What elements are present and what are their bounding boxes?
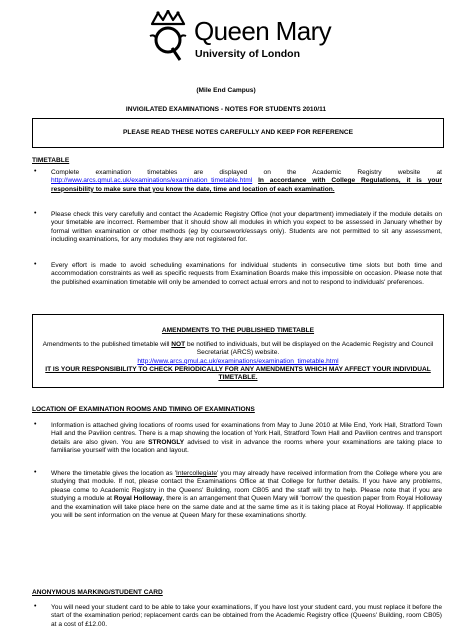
- paragraph-text: Please check this very carefully and contact the Academic Registry Office (not your department) immediately if the module details on your timetable are incorrect. Remember that it should show all modules in which you expect to be assessed in January whether by formal written examination or other methods (: [51, 211, 442, 235]
- notice-text: PLEASE READ THESE NOTES CAREFULLY AND KEEP FOR REFERENCE: [122, 129, 354, 136]
- amendments-box: [32, 314, 444, 388]
- location-bullet-2: [51, 470, 442, 520]
- logo-wordmark: Queen Mary: [194, 16, 332, 46]
- paragraph-text: Information is attached giving locations of rooms used for examinations from May to June 2010 at Mile End, York Hall, Stratford Town Hall and the Pavilion centres. There is a map showing the location of York Hall, Stratford Town Hall and Pavilion centres and transport details are also given. You are: [51, 422, 442, 446]
- paragraph-text: , there is an arrangement that Queen Mary will 'borrow' the question paper from Royal Holloway and the examination will take place here on the same date and at the same time as it is taking place at Royal Holloway. If applicable you will be sent information on the venue at Queen Mary for these examinations shortly.: [51, 495, 443, 520]
- paragraph-text: advised to visit in advance the rooms where your examinations are taking place to familiarise yourself with the location and layout.: [51, 438, 442, 455]
- timetable-link[interactable]: http://www.arcs.qmul.ac.uk/examinations/examination_timetable.html: [51, 177, 253, 185]
- bullet-marker: •: [34, 168, 37, 175]
- intercollegiate-text: Intercollegiate: [176, 470, 218, 477]
- document-title: INVIGILATED EXAMINATIONS - NOTES FOR STUDENTS 2010/11: [125, 106, 327, 113]
- amendments-link[interactable]: http://www.arcs.qmul.ac.uk/examinations/examination_timetable.html: [137, 357, 339, 365]
- crown-crest-icon: [148, 10, 188, 62]
- paragraph-italic: eg: [190, 227, 198, 235]
- location-heading: LOCATION OF EXAMINATION ROOMS AND TIMING OF EXAMINATIONS: [32, 406, 255, 413]
- bullet-marker: •: [34, 210, 37, 217]
- amendments-text: [39, 341, 437, 382]
- timetable-bullet-3: Every effort is made to avoid scheduling examinations for individual students in consecutive time slots but both time and accommodation constraints as well as specific requests from Examination Boards make this impossible on occasion. Please note that the published examination timetable will only be amended to correct actual errors and not to respond to individuals' preferences.: [51, 262, 442, 286]
- notice-box: [32, 118, 444, 148]
- responsibility-note: In accordance with College Regulations, it is your responsibility to make sure that you know the date, time and location of each examination.: [51, 177, 442, 193]
- bullet-marker: •: [34, 469, 37, 476]
- bullet-marker: •: [34, 603, 37, 610]
- anonymous-bullet-1: You will need your student card to be able to take your examinations, If you have lost your student card, you must replace it before the start of the examination period; replacement cards can be obtained from the Academic Registry office (Queens' Building, room CB05) at a cost of £12.00.: [51, 604, 442, 628]
- logo-subtitle: University of London: [195, 48, 300, 60]
- timetable-bullet-2: [51, 211, 442, 245]
- paragraph-text: ' you may already have received information from the College where you are studying that module. If not, please contact the Examinations Office at that College for further details. If you have any problems, please come to Academic Registry in the Queens' Building, room CB05 and the staff will try to help. Please note that if you are studying a module at: [51, 470, 442, 503]
- amendments-warning: IT IS YOUR RESPONSIBILITY TO CHECK PERIODICALLY FOR ANY AMENDMENTS WHICH MAY AFFECT YOUR INDIVIDUAL TIMETABLE.: [45, 365, 431, 382]
- campus-label: (Mile End Campus): [196, 87, 256, 94]
- amendments-not: NOT: [171, 341, 186, 348]
- paragraph-text: Complete examination timetables are displayed on the Academic Registry website at: [51, 169, 442, 176]
- paragraph-text: by coursework/essays only). Students are not permitted to sit any assessment, including examinations, for any modules they are not registered for.: [51, 227, 442, 244]
- amendments-text-part: Amendments to the published timetable will: [42, 341, 172, 348]
- university-logo: [148, 8, 332, 70]
- royal-holloway-text: Royal Holloway: [113, 495, 163, 503]
- paragraph-text: Where the timetable gives the location as ': [51, 470, 177, 477]
- timetable-heading: TIMETABLE: [32, 157, 70, 164]
- amendments-text-part: be notified to individuals, but will be displayed on the Academic Registry and Council Secretariat (ARCS) website.: [185, 341, 434, 357]
- amendments-title: AMENDMENTS TO THE PUBLISHED TIMETABLE: [161, 327, 315, 334]
- bullet-marker: •: [34, 261, 37, 268]
- anonymous-heading: ANONYMOUS MARKING/STUDENT CARD: [32, 589, 163, 596]
- timetable-bullet-1: [51, 169, 442, 194]
- strongly-text: STRONGLY: [148, 438, 185, 446]
- bullet-marker: •: [34, 421, 37, 428]
- location-bullet-1: [51, 422, 442, 456]
